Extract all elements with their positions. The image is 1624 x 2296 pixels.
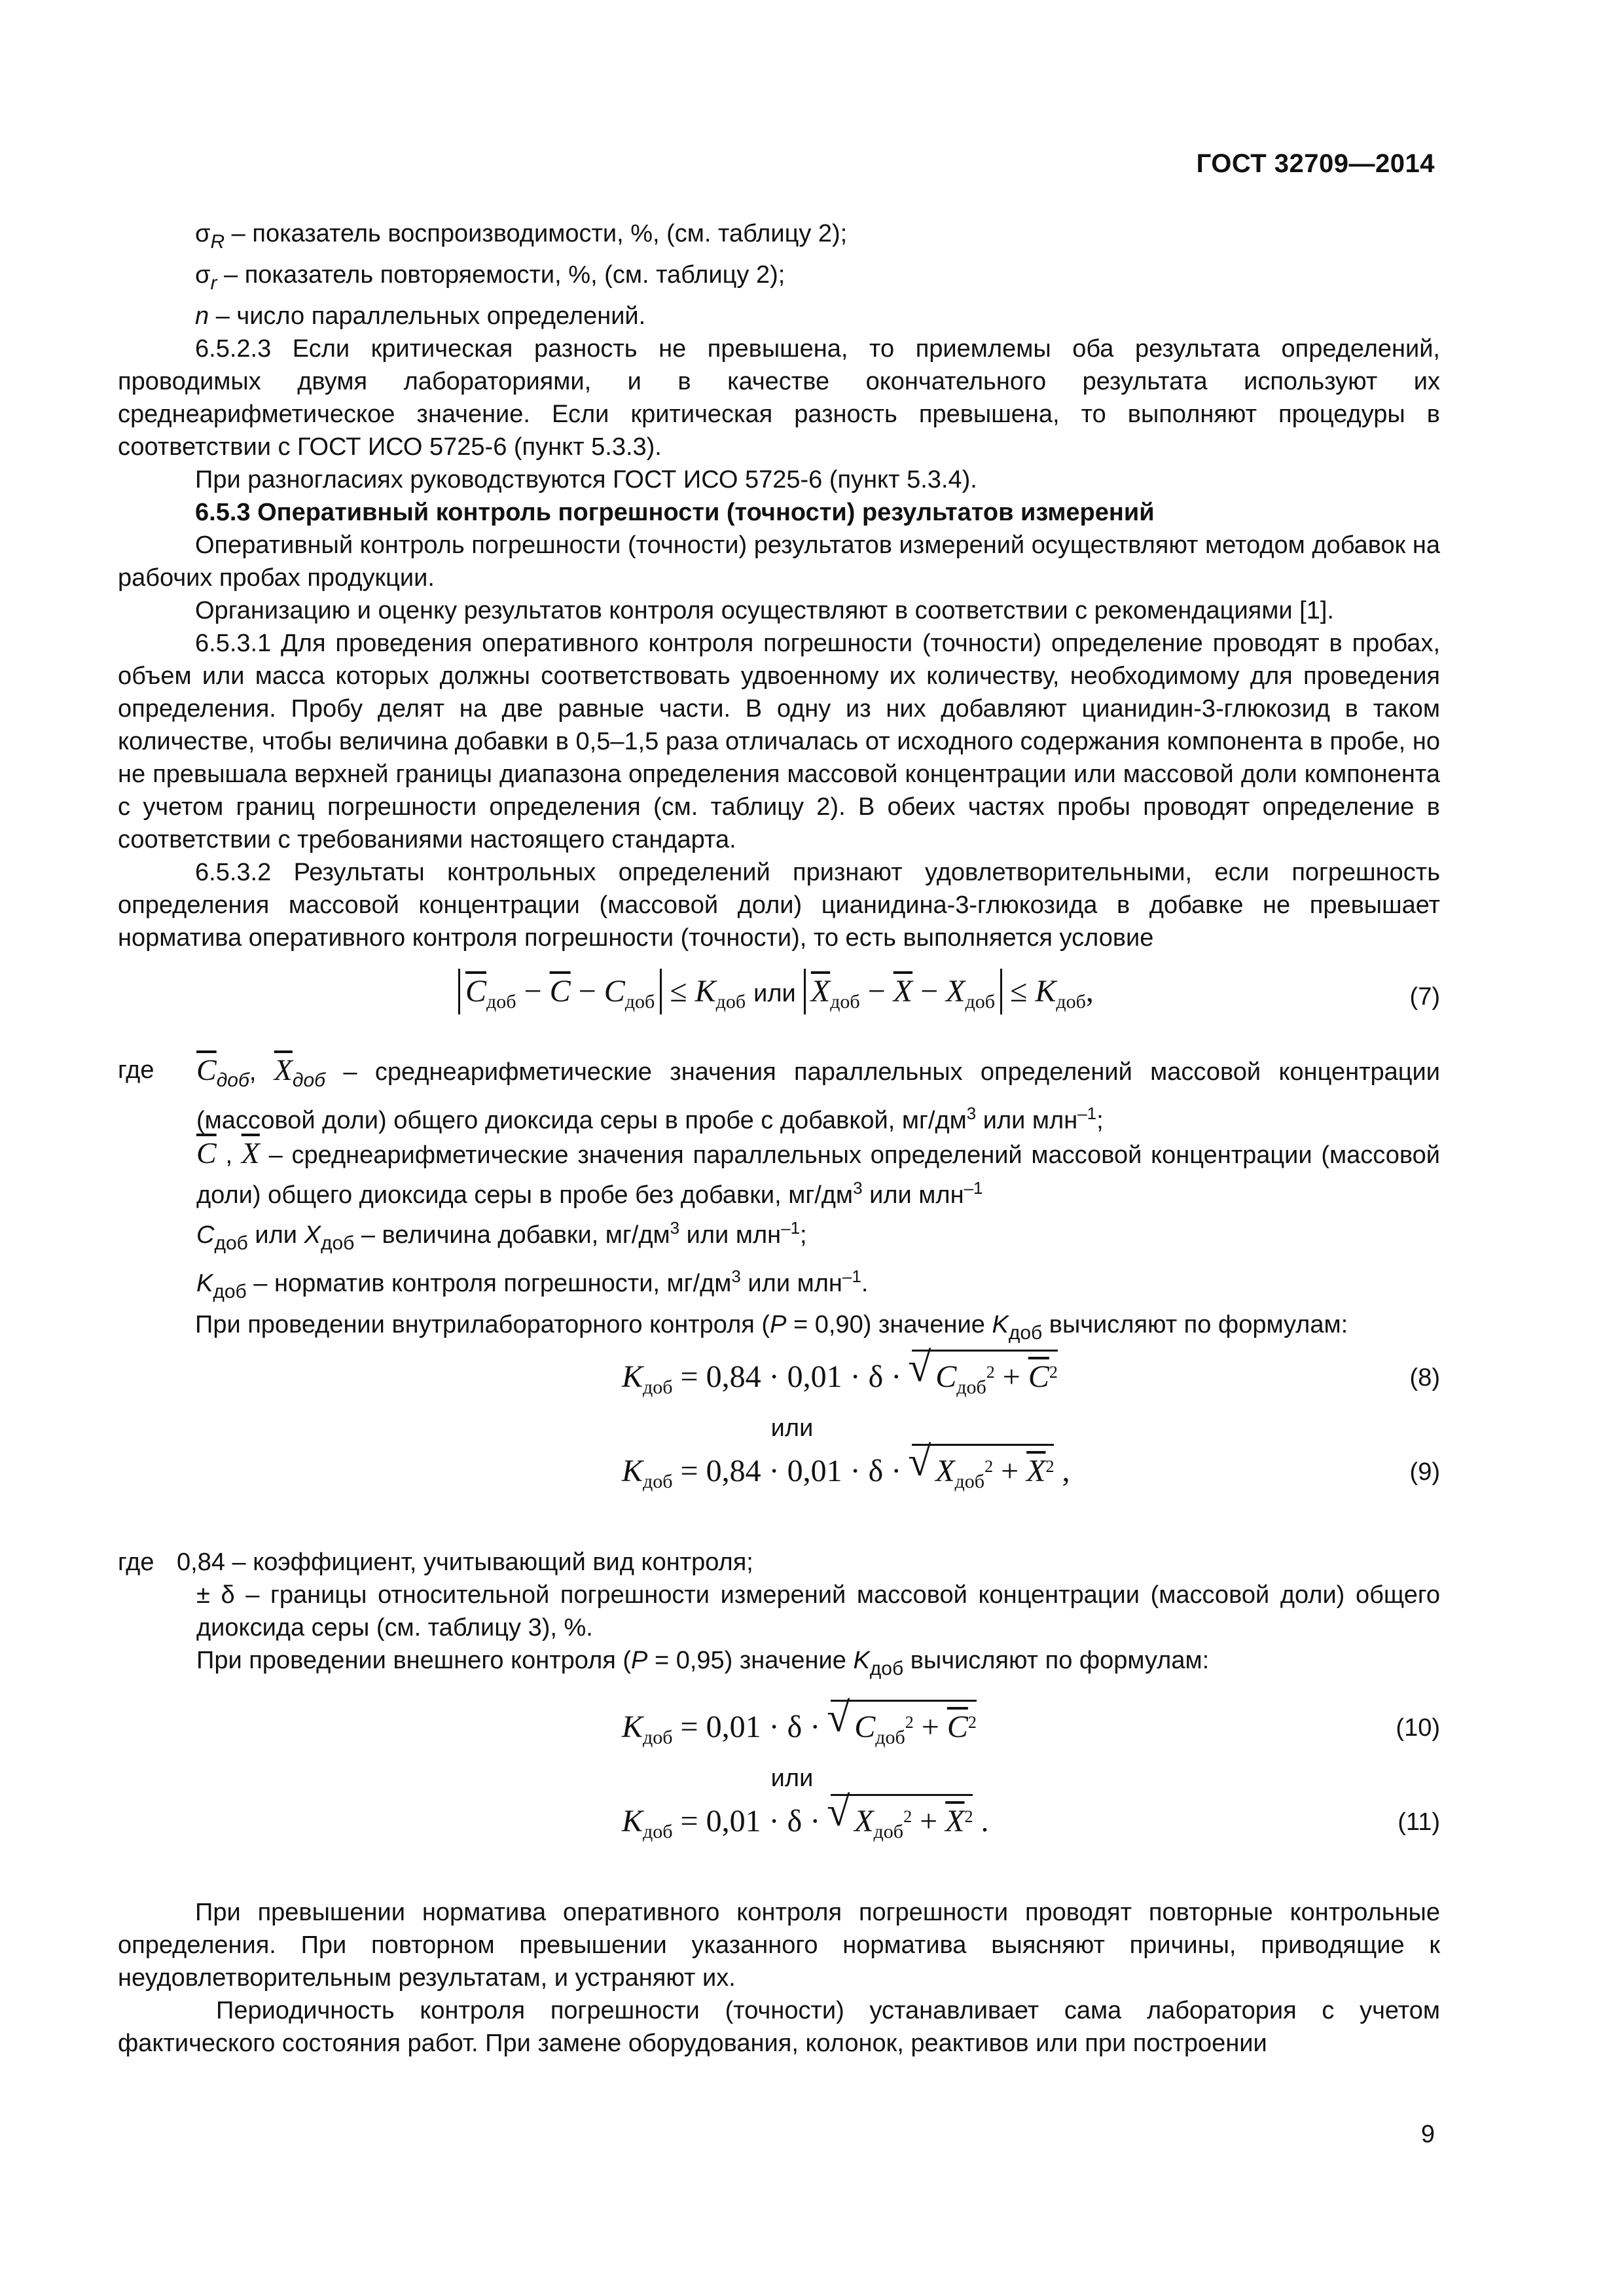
where-item-c-mean: $\overline{C}$ , $\overline{X}$ – среднеарифметические значения параллельных определений массовой концентрации (массовой доли) общего диоксида серы в пробе без добавки, $мг/дм^3$ или млн$^{-1}$ xyxy=(196,1136,1440,1209)
paragraph-exceed: При превышении норматива оперативного контроля погрешности проводят повторные контрольные определения. При повторном превышении указанного норматива выясняют причины, приводящие к неудовлетворительным результатам, и устраняют их. xyxy=(118,1899,1440,1992)
paragraph-6-5-3-a: Оперативный контроль погрешности (точности) результатов измерений осуществляют методом добавок на рабочих пробах продукции. xyxy=(118,531,1440,592)
equation-9-formula: $K_{доб} = 0,84 \cdot 0,01 \cdot \delta$ · √ $X_{доб}^2 + \overline{X}^2$ , xyxy=(622,1444,1070,1503)
paragraph-6-5-2-3: 6.5.2.3 Если критическая разность не превышена, то приемлемы оба результата определений, проводимых двумя лабораториями, и в качестве окончательного результата используют их среднеарифметическое значение. Если критическая разность превышена, то выполняют процедуры в соответствии с ГОСТ ИСО 5725-6 (пункт 5.3.3). xyxy=(118,335,1440,461)
paragraph-6-5-3-1: 6.5.3.1 Для проведения оперативного контроля погрешности (точности) определение проводят в пробах, объем или масса которых должны соответствовать удвоенному их количеству, необходимому для проведения определения. Пробу делят на две равные части. В одну из них добавляют цианидин-3-глюкозид в таком количестве, чтобы величина добавки в 0,5–1,5 раза отличалась от исходного содержания компонента в пробе, но не превышала верхней границы диапазона определения массовой концентрации или массовой доли компонента с учетом границ погрешности определения (см. таблицу 2). В обеих частях пробы проводят определение в соответствии с требованиями настоящего стандарта. xyxy=(118,630,1440,853)
where-block-2 xyxy=(118,1546,1440,1685)
equation-11 xyxy=(118,1794,1440,1857)
where-item-c-dob: $\overline{C}_{доб}$, $\overline{X}_{доб}$ – среднеарифметические значения параллельных определений массовой концентрации (массовой доли) общего диоксида серы в пробе с добавкой, $мг/дм^3$ или млн$^{-1}$; xyxy=(196,1053,1440,1134)
equation-10 xyxy=(118,1700,1440,1763)
paragraph-periodicity: Периодичность контроля погрешности (точности) устанавливает сама лаборатория с учетом фактического состояния работ. При замене оборудования, колонок, реактивов или при построении xyxy=(118,1997,1440,2057)
section-heading-6-5-3: 6.5.3 Оперативный контроль погрешности (точности) результатов измерений xyxy=(195,499,1155,526)
where-delta: ± δ – границы относительной погрешности измерений массовой концентрации (массовой доли) общего диоксида серы (см. таблицу 3), %. xyxy=(196,1581,1440,1641)
equation-11-formula: $K_{доб} = 0,01 \cdot \delta$ · √ $X_{доб}^2 + \overline{X}^2$ . xyxy=(622,1794,988,1853)
equation-7 xyxy=(118,969,1440,1039)
equation-8-formula: $K_{доб} = 0,84 \cdot 0,01 \cdot \delta$ · √ $C_{доб}^2 + \overline{C}^2$ xyxy=(622,1350,1058,1408)
paragraph-6-5-3-b: Организацию и оценку результатов контроля осуществляют в соответствии с рекомендациями [1]. xyxy=(195,597,1334,624)
equation-or-label: или xyxy=(770,1414,814,1442)
equation-9 xyxy=(118,1444,1440,1507)
paragraph-internal-control: При проведении внутрилабораторного контроля (P = 0,90) значение $K_{доб}$ вычисляют по формулам: xyxy=(195,1311,1348,1344)
where-block-1 xyxy=(118,1054,1440,1308)
equation-or-label-2: или xyxy=(770,1765,814,1792)
where-label-2: где xyxy=(118,1549,154,1576)
equation-10-formula: $K_{доб} = 0,01 \cdot \delta$ · √ $C_{доб}^2 + \overline{C}^2$ xyxy=(622,1700,977,1759)
definition-n: n – число параллельных определений. xyxy=(195,302,646,330)
equation-9-number: (9) xyxy=(1409,1458,1440,1486)
equation-8 xyxy=(118,1350,1440,1412)
equation-8-number: (8) xyxy=(1409,1364,1440,1391)
equation-10-number: (10) xyxy=(1396,1714,1440,1742)
page-body xyxy=(118,217,1440,2060)
definition-sigma-r: $\sigma_R$ – показатель воспроизводимости, %, (см. таблицу 2); xyxy=(195,220,848,253)
equation-11-number: (11) xyxy=(1398,1808,1440,1836)
equation-7-number: (7) xyxy=(1409,983,1440,1011)
document-code: ГОСТ 32709—2014 xyxy=(1196,149,1435,178)
equation-7-formula: $\overline{C}_{доб} - \overline{C} - C_{доб} \le K_{доб}$ или $\overline{X}_{доб} - \overline{X} - X_{доб} \le K_{доб}$, xyxy=(458,969,1094,1018)
page-number: 9 xyxy=(1420,2121,1435,2148)
paragraph-6-5-3-2: 6.5.3.2 Результаты контрольных определений признают удовлетворительными, если погрешность определения массовой концентрации (массовой доли) цианидина-3-глюкозида в добавке не превышает норматива оперативного контроля погрешности (точности), то есть выполняется условие xyxy=(118,859,1440,952)
where-coef-084: 0,84 – коэффициент, учитывающий вид контроля; xyxy=(177,1549,753,1576)
where-item-addition: $C_{доб}$ или $X_{доб}$ – величина добавки, $мг/дм^3$ или млн$^{-1}$; xyxy=(196,1218,807,1254)
where-item-k-dob: $K_{доб}$ – норматив контроля погрешности, $мг/дм^3$ или млн$^{-1}$. xyxy=(196,1266,869,1302)
definition-sigma-small-r: $\sigma_r$ – показатель повторяемости, %, (см. таблицу 2); xyxy=(195,261,785,294)
paragraph-external-control: При проведении внешнего контроля (P = 0,95) значение $K_{доб}$ вычисляют по формулам: xyxy=(196,1647,1210,1679)
where-label: где xyxy=(118,1056,154,1084)
paragraph-disagreement: При разногласиях руководствуются ГОСТ ИСО 5725-6 (пункт 5.3.4). xyxy=(195,466,977,493)
